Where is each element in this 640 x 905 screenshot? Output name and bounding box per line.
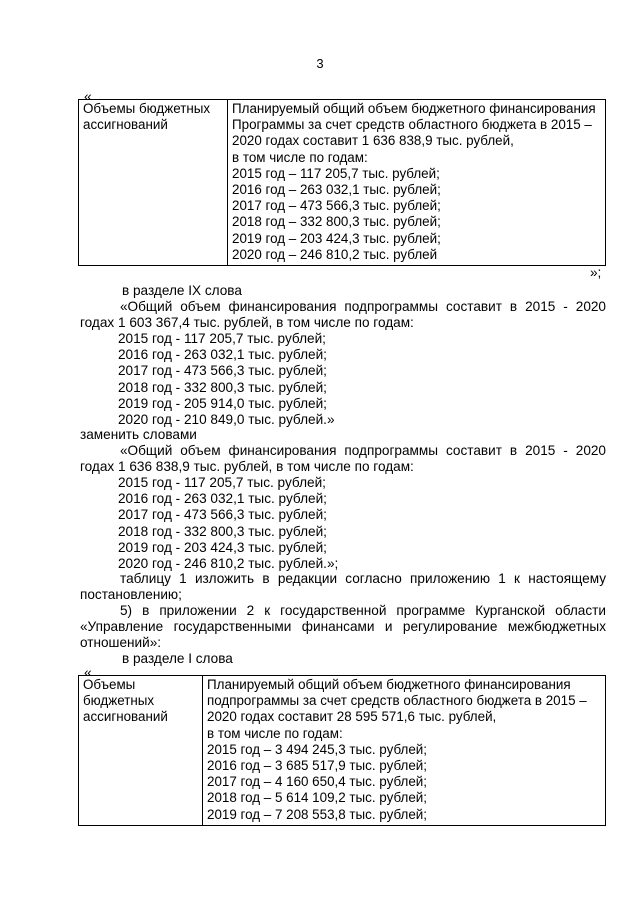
old-text-year-line: 2019 год - 205 914,0 тыс. рублей; — [118, 395, 327, 411]
table-2-label-line: бюджетных — [83, 693, 155, 709]
budget-table-2 — [78, 675, 606, 826]
table-2-content-cell — [203, 676, 606, 826]
new-text-year-line: 2018 год - 332 800,3 тыс. рублей; — [118, 523, 327, 539]
table-1-content-line: 2018 год – 332 800,3 тыс. рублей; — [232, 214, 441, 230]
table-2-content-line: 2020 годах составит 28 595 571,6 тыс. рублей, — [207, 709, 497, 725]
item-5-line-1: 5) в приложении 2 к государственной программе Курганской области — [120, 603, 606, 618]
new-text-years — [118, 475, 338, 572]
table-1-label-line: Объемы бюджетных — [83, 101, 211, 116]
table-1-content-line: 2016 год – 263 032,1 тыс. рублей; — [232, 182, 441, 198]
table-1-content-line: Программы за счет средств областного бюджета в 2015 – — [232, 117, 592, 133]
new-text-year-line: 2016 год - 263 032,1 тыс. рублей; — [118, 491, 327, 507]
table-2-label-line: ассигнований — [83, 709, 168, 725]
table-2-content-line: 2018 год – 5 614 109,2 тыс. рублей; — [207, 790, 427, 806]
new-text-year-line: 2020 год - 246 810,2 тыс. рублей.»; — [118, 556, 339, 572]
old-text-year-line: 2018 год - 332 800,3 тыс. рублей; — [118, 379, 327, 395]
table-instruction-line-2: постановлению; — [80, 587, 182, 602]
replace-with-label: заменить словами — [80, 427, 197, 442]
table-instruction-line-1: таблицу 1 изложить в редакции согласно приложению 1 к настоящему — [120, 571, 606, 586]
table-1-label-cell — [79, 100, 228, 266]
table-2-label-cell — [79, 676, 203, 826]
old-text-paragraph-line-2: годах 1 603 367,4 тыс. рублей, в том числе по годам: — [80, 315, 414, 330]
table-2-content-line: 2017 год – 4 160 650,4 тыс. рублей; — [207, 774, 427, 790]
new-text-year-line: 2017 год - 473 566,3 тыс. рублей; — [118, 507, 327, 523]
budget-table-1 — [78, 99, 606, 266]
old-text-year-line: 2017 год - 473 566,3 тыс. рублей; — [118, 363, 327, 379]
table-2-content-line: подпрограммы за счет средств областного бюджета в 2015 – — [207, 693, 587, 709]
table-1-content-cell — [228, 100, 606, 266]
table-1-content-line: 2017 год – 473 566,3 тыс. рублей; — [232, 198, 441, 214]
page-number: 3 — [316, 56, 324, 71]
table-1-label-line: ассигнований — [83, 117, 168, 133]
table-1-content-line: Планируемый общий объем бюджетного финансирования — [232, 101, 596, 116]
new-text-year-line: 2019 год - 203 424,3 тыс. рублей; — [118, 539, 327, 555]
old-text-year-line: 2020 год - 210 849,0 тыс. рублей.» — [118, 412, 335, 428]
item-5-line-3: отношений»: — [80, 635, 162, 650]
new-text-paragraph-line-1: «Общий объем финансирования подпрограммы составит в 2015 - 2020 — [120, 443, 606, 458]
old-text-year-line: 2015 год - 117 205,7 тыс. рублей; — [118, 331, 326, 346]
table-1-content-line: 2020 год – 246 810,2 тыс. рублей — [232, 246, 438, 262]
open-quote: « — [84, 88, 92, 104]
table-1-content-line: 2020 годах составит 1 636 838,9 тыс. рублей, — [232, 133, 514, 149]
new-text-paragraph-line-2: годах 1 636 838,9 тыс. рублей, в том числе по годам: — [80, 459, 414, 474]
table-1-content-line: 2015 год – 117 205,7 тыс. рублей; — [232, 165, 440, 181]
table-1-content-line: в том числе по годам: — [232, 149, 368, 165]
old-text-paragraph-line-1: «Общий объем финансирования подпрограммы составит в 2015 - 2020 — [120, 299, 606, 314]
new-text-year-line: 2015 год - 117 205,7 тыс. рублей; — [118, 475, 326, 490]
old-text-year-line: 2016 год - 263 032,1 тыс. рублей; — [118, 347, 327, 363]
table-2-content-line: Планируемый общий объем бюджетного финансирования — [207, 677, 571, 692]
table-1-content-line: 2019 год – 203 424,3 тыс. рублей; — [232, 230, 441, 246]
table-2-content-line: 2016 год – 3 685 517,9 тыс. рублей; — [207, 758, 427, 774]
table-2-label-line: Объемы — [83, 677, 136, 692]
open-quote-2: « — [84, 664, 92, 680]
table-2-content-line: 2019 год – 7 208 553,8 тыс. рублей; — [207, 806, 427, 822]
table-2-content-line: в том числе по годам: — [207, 725, 343, 741]
close-quote: »; — [590, 265, 602, 280]
item-5-line-2: «Управление государственными финансами и регулирование межбюджетных — [80, 619, 606, 634]
old-text-years — [118, 331, 335, 428]
section-ix-intro: в разделе IX слова — [122, 283, 242, 298]
section-i-intro: в разделе I слова — [122, 651, 233, 666]
table-2-content-line: 2015 год – 3 494 245,3 тыс. рублей; — [207, 741, 427, 757]
